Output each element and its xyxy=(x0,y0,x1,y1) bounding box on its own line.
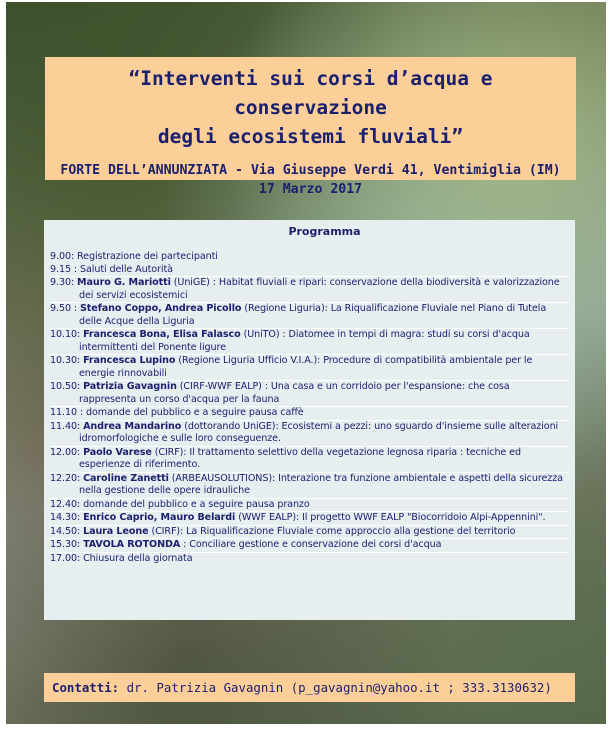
program-item xyxy=(50,420,569,446)
program-item-speakers: TAVOLA ROTONDA xyxy=(83,539,181,550)
program-item-time: 17.00: xyxy=(50,552,81,564)
program-item xyxy=(50,264,569,277)
program-item-time: 9.15 : xyxy=(50,263,78,275)
event-venue: FORTE DELL’ANNUNZIATA - Via Giuseppe Verdi 41, Ventimiglia (IM) xyxy=(60,163,561,178)
program-item-speakers: Paolo Varese xyxy=(83,446,152,458)
program-item xyxy=(50,380,569,406)
program-item-description: Registrazione dei partecipanti xyxy=(77,251,218,262)
program-heading: Programma xyxy=(288,225,361,238)
program-item xyxy=(50,406,569,420)
program-item xyxy=(50,328,569,354)
program-item-speakers: Stefano Coppo, Andrea Picollo xyxy=(80,303,242,314)
program-item-description: (CIRF-WWF EALP) : Una casa e un corridoio per l'espansione: che cosa rappresenta un corso d'acqua per la fauna xyxy=(79,381,510,405)
program-item-time: 10.50: xyxy=(50,381,81,392)
program-item xyxy=(50,552,569,566)
program-item-time: 11.10 : xyxy=(50,407,84,418)
program-item-speakers: Enrico Caprio, Mauro Belardi xyxy=(83,512,236,523)
program-item-description: (Regione Liguria): La Riqualificazione Fluviale nel Piano di Tutela delle Acque della Liguria xyxy=(79,303,547,327)
program-item-time: 10.10: xyxy=(50,329,81,340)
program-item-description: Saluti delle Autorità xyxy=(80,263,173,275)
program-item-time: 12.20: xyxy=(50,472,81,484)
program-item-time: 15.30: xyxy=(50,539,81,550)
program-item-description: (CIRF): Il trattamento selettivo della vegetazione legnosa riparia : tecniche ed esperienze di riferimento. xyxy=(79,446,521,470)
program-item xyxy=(50,354,569,380)
program-item-speakers: Francesca Bona, Elisa Falasco xyxy=(83,329,241,340)
program-item xyxy=(50,251,569,264)
event-title-line-1: “Interventi sui corsi d’acqua e conservazione xyxy=(128,67,493,119)
program-item-speakers: Mauro G. Mariotti xyxy=(77,277,171,288)
program-item-time: 9.50 : xyxy=(50,303,78,314)
poster-background xyxy=(6,2,606,724)
program-item-speakers: Andrea Mandarino xyxy=(83,420,182,432)
program-item-description: domande del pubblico e a seguire pausa pranzo xyxy=(83,498,310,510)
program-item-time: 12.40: xyxy=(50,498,81,510)
event-title-line-2: degli ecosistemi fluviali” xyxy=(157,125,464,148)
program-item-speakers: Francesca Lupino xyxy=(83,355,176,366)
program-item xyxy=(50,525,569,539)
program-item-time: 11.40: xyxy=(50,420,81,432)
program-item xyxy=(50,472,569,498)
event-title xyxy=(45,64,576,151)
event-date: 17 Marzo 2017 xyxy=(258,182,363,197)
program-item xyxy=(50,302,569,328)
program-item-time: 9.30: xyxy=(50,277,75,288)
program-item xyxy=(50,276,569,302)
program-item-description: (WWF EALP): Il progetto WWF EALP "Biocorridoio Alpi-Appennini". xyxy=(238,512,546,523)
program-item-description: (UniTO) : Diatomee in tempi di magra: studi su corsi d'acqua intermittenti del Ponente ligure xyxy=(79,329,530,353)
contact-details: dr. Patrizia Gavagnin (p_gavagnin@yahoo.it ; 333.3130632) xyxy=(126,680,552,695)
program-item-description: (ARBEAUSOLUTIONS): Interazione tra funzione ambientale e aspetti della sicurezza nella gestione delle opere idrauliche xyxy=(79,472,563,496)
contact-label: Contatti: xyxy=(52,680,120,695)
program-box xyxy=(44,220,575,620)
program-item-time: 9.00: xyxy=(50,251,75,262)
program-item-description: (dottorando UniGE): Ecosistemi a pezzi: uno sguardo d'insieme sulle alterazioni idromorfologiche e sulle loro conseguenze. xyxy=(79,420,559,444)
program-item-description: : Conciliare gestione e conservazione dei corsi d'acqua xyxy=(183,539,442,550)
program-item-description: (Regione Liguria Ufficio V.I.A.): Procedure di compatibilità ambientale per le energie rinnovabili xyxy=(79,355,533,379)
program-item-speakers: Caroline Zanetti xyxy=(83,472,169,484)
program-item-description: (UniGE) : Habitat fluviali e ripari: conservazione della biodiversità e valorizzazione dei servizi ecosistemici xyxy=(79,277,560,301)
program-item-description: domande del pubblico e a seguire pausa caffè xyxy=(86,407,304,418)
title-box xyxy=(45,57,576,197)
program-item-speakers: Patrizia Gavagnin xyxy=(83,381,177,392)
program-item-speakers: Laura Leone xyxy=(83,525,149,537)
program-item-time: 14.30: xyxy=(50,512,81,523)
program-item xyxy=(50,498,569,512)
program-item-time: 12.00: xyxy=(50,446,81,458)
program-item xyxy=(50,538,569,552)
program-item-description: Chiusura della giornata xyxy=(83,552,193,564)
program-item-time: 14.50: xyxy=(50,525,81,537)
program-item xyxy=(50,511,569,525)
program-item-time: 10.30: xyxy=(50,355,81,366)
contact-box xyxy=(44,673,575,702)
program-item xyxy=(50,446,569,472)
program-list xyxy=(44,251,575,565)
program-item-description: (CIRF): La Riqualificazione Fluviale come approccio alla gestione del territorio xyxy=(151,525,516,537)
